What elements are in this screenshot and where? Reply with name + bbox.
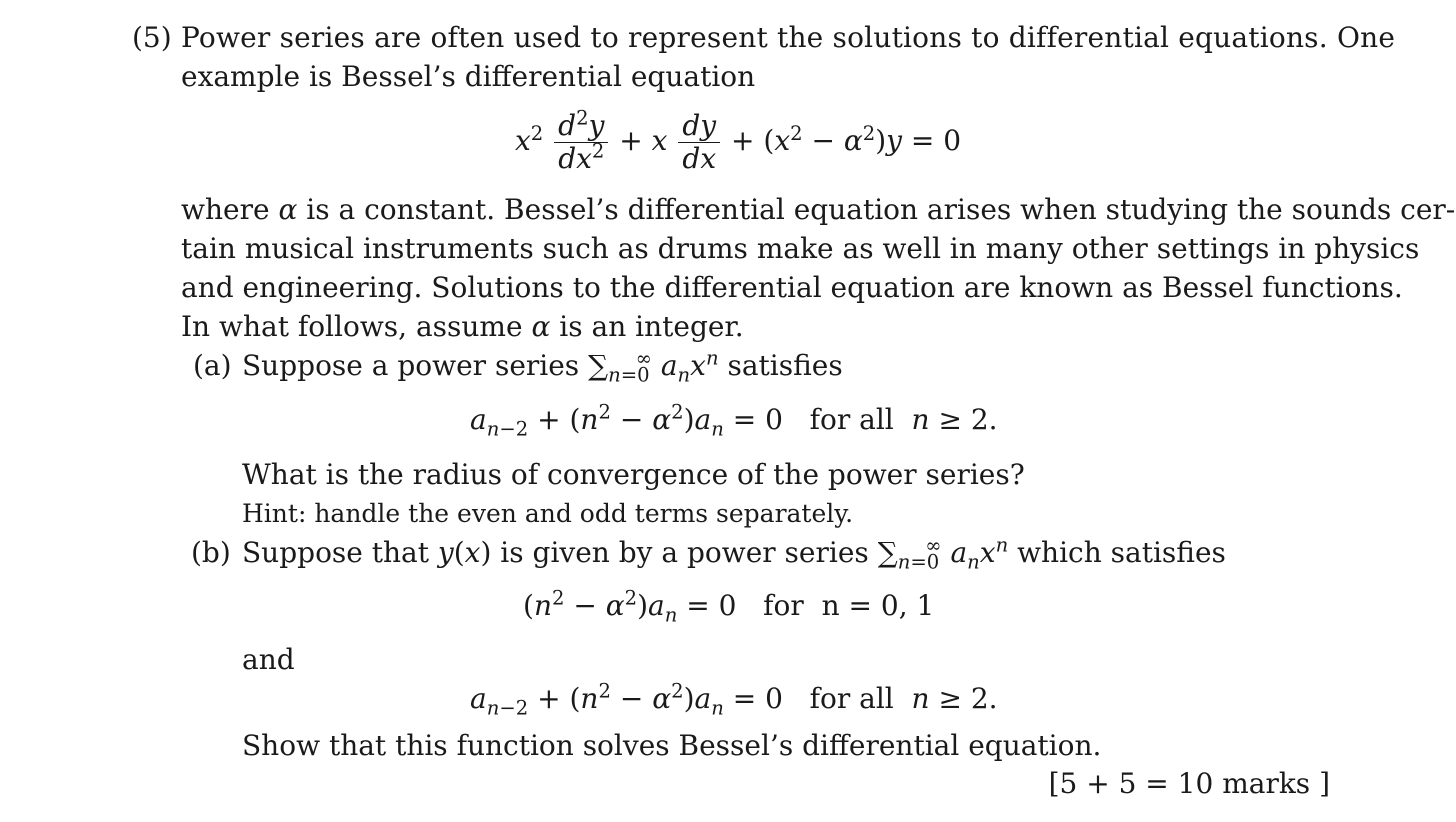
description-line-1: where α is a constant. Bessel’s differential equation arises when studying the sounds cer- (181, 193, 1456, 226)
part-b-initial-conditions: $(n^2 - \alpha^2)a_n = 0$ for n = 0, 1 (523, 586, 935, 627)
part-b-label: (b) (191, 536, 231, 569)
part-b-recurrence: $a_{n-2} + (n^2 - \alpha^2)a_n = 0$ for all n ≥ 2. (470, 679, 998, 720)
intro-line-1: Power series are often used to represent the solutions to differential equations. One (181, 21, 1396, 54)
part-a-hint: Hint: handle the even and odd terms separately. (242, 499, 854, 528)
bessel-equation: $x^2$ $\frac{d^2y}{dx^2}$ + x $\frac{dy}{dx}$ + $(x^2 - \alpha^2)y = 0$ (515, 106, 962, 176)
description-line-3: and engineering. Solutions to the differential equation are known as Bessel functions. (181, 271, 1403, 304)
part-b-statement: Suppose that y(x) is given by a power series $\sum_{n=0}^\infty$ $a_nx^n$ which satisfies (242, 533, 1226, 574)
part-a-statement: Suppose a power series $\sum_{n=0}^\infty$ $a_nx^n$ satisfies (242, 346, 843, 387)
part-a-label: (a) (193, 349, 232, 382)
marks: [5 + 5 = 10 marks ] (1048, 767, 1330, 800)
description-line-4: In what follows, assume α is an integer. (181, 310, 744, 343)
problem-number: (5) (132, 21, 172, 54)
description-line-2: tain musical instruments such as drums make as well in many other settings in physics (181, 232, 1420, 265)
intro-line-2: example is Bessel’s differential equation (181, 60, 756, 93)
part-b-conclusion: Show that this function solves Bessel’s differential equation. (242, 729, 1102, 762)
part-a-recurrence: $a_{n-2} + (n^2 - \alpha^2)a_n = 0$ for all n ≥ 2. (470, 400, 998, 441)
part-a-question: What is the radius of convergence of the power series? (242, 458, 1025, 491)
part-b-and: and (242, 643, 295, 676)
